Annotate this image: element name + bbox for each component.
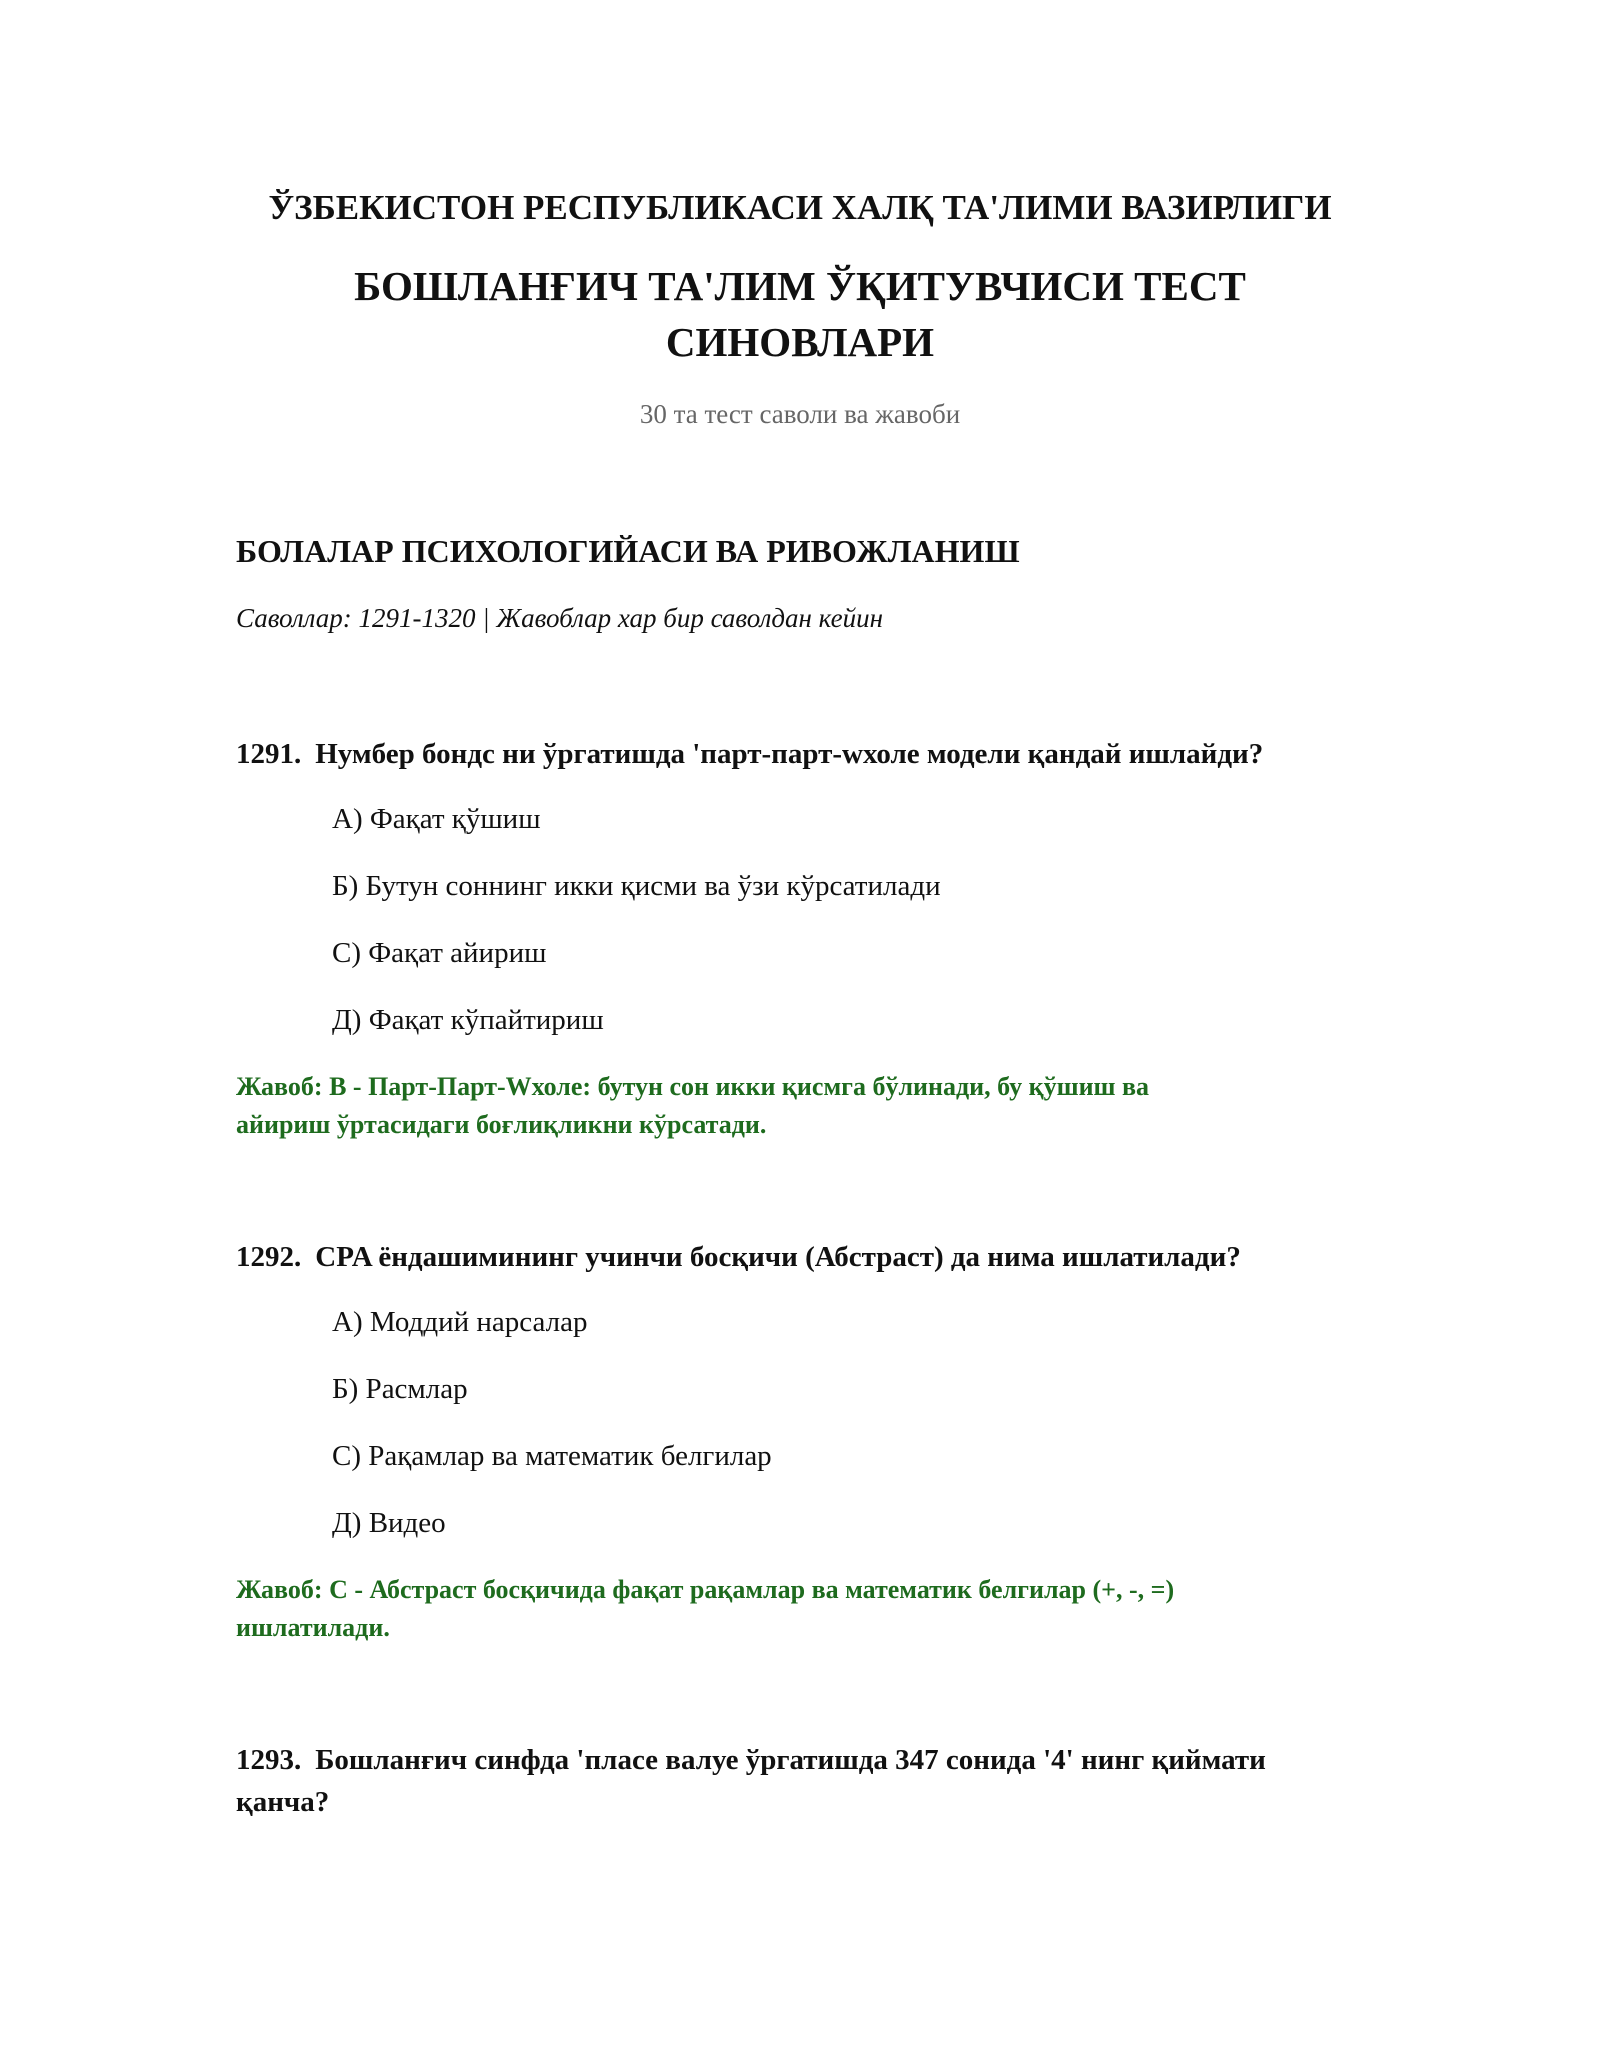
question-number: 1291. xyxy=(236,738,302,770)
section-meta: Саволлар: 1291-1320 | Жавоблар хар бир саволдан кейин xyxy=(236,603,884,633)
question-number: 1293. xyxy=(236,1744,302,1776)
option-d: Д) Фақат кўпайтириш xyxy=(332,1004,604,1036)
question-text-line-2: қанча? xyxy=(236,1786,330,1818)
document-title xyxy=(0,258,1600,370)
document-title-line-1: БОШЛАНҒИЧ ТА'ЛИМ ЎҚИТУВЧИСИ ТЕСТ xyxy=(354,263,1246,309)
answer-1292 xyxy=(236,1571,1336,1647)
question-1293 xyxy=(236,1739,1376,1823)
answer-1291 xyxy=(236,1068,1336,1144)
option-b: Б) Расмлар xyxy=(332,1373,468,1405)
ministry-heading: ЎЗБЕКИСТОН РЕСПУБЛИКАСИ ХАЛҚ ТА'ЛИМИ ВАЗИРЛИГИ xyxy=(268,188,1332,227)
question-text: CPA ёндашимининг учинчи босқичи (Абстраст) да нима ишлатилади? xyxy=(315,1241,1241,1273)
answer-line-2: ишлатилади. xyxy=(236,1613,390,1642)
question-number: 1292. xyxy=(236,1241,302,1273)
document-subtitle: 30 та тест саволи ва жавоби xyxy=(639,399,961,429)
option-d: Д) Видео xyxy=(332,1507,446,1539)
option-c: С) Рақамлар ва математик белгилар xyxy=(332,1440,772,1472)
question-1292 xyxy=(236,1236,1376,1278)
section-title: БОЛАЛАР ПСИХОЛОГИЙАСИ ВА РИВОЖЛАНИШ xyxy=(236,533,1020,569)
question-text-line-1: Бошланғич синфда 'пласе валуе ўргатишда 347 сонида '4' нинг қиймати xyxy=(315,1744,1266,1776)
answer-line-1: Жавоб: C - Абстраст босқичида фақат рақамлар ва математик белгилар (+, -, =) xyxy=(236,1575,1175,1604)
answer-line-1: Жавоб: B - Парт-Парт-Wхоле: бутун сон икки қисмга бўлинади, бу қўшиш ва xyxy=(236,1072,1150,1101)
document-title-line-2: СИНОВЛАРИ xyxy=(665,319,935,365)
option-a: А) Моддий нарсалар xyxy=(332,1306,588,1338)
option-a: А) Фақат қўшиш xyxy=(332,803,541,835)
question-1291 xyxy=(236,733,1376,775)
question-text: Нумбер бондс ни ўргатишда 'парт-парт-wхоле модели қандай ишлайди? xyxy=(315,738,1264,770)
option-c: С) Фақат айириш xyxy=(332,937,547,969)
answer-line-2: айириш ўртасидаги боғлиқликни кўрсатади. xyxy=(236,1110,767,1139)
option-b: Б) Бутун соннинг икки қисми ва ўзи кўрсатилади xyxy=(332,870,941,902)
